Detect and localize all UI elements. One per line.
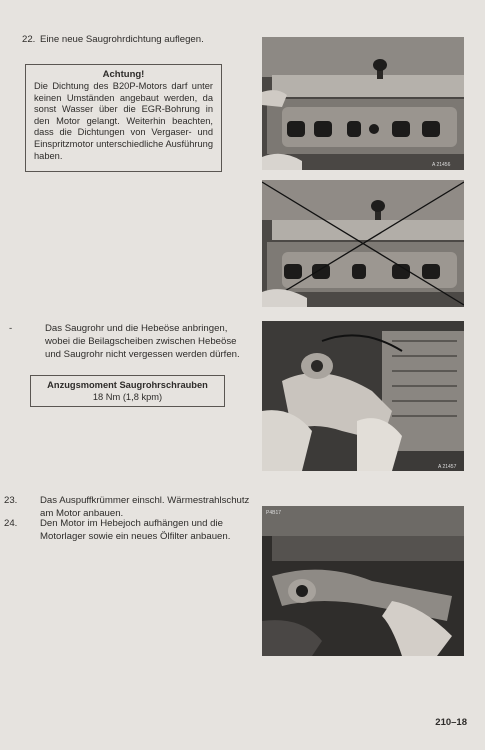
torque-title: Anzugsmoment Saugrohrschrauben xyxy=(47,380,208,390)
warning-title: Achtung! xyxy=(102,69,145,80)
torque-value: 18 Nm (1,8 kpm) xyxy=(92,392,163,402)
photo-saugrohr xyxy=(262,321,464,471)
step-bullet: - xyxy=(9,323,13,334)
photo-label: A 21456 xyxy=(432,162,451,168)
warning-body: Die Dichtung des B20P-Motors darf unter keinen Umständen angebaut werden, da sonst Wasser über die EGR-Bohrung in den Motor gelangt. Weiterhin beachten, dass die Dichtungen von Vergaser- und Einspritzmotor unterschiedliche Ausführung haben. xyxy=(34,81,213,161)
step-text: Das Auspuffkrümmer einschl. Wärmestrahlschutz am Motor anbauen. xyxy=(40,495,250,519)
step-text: Eine neue Saugrohrdichtung auflegen. xyxy=(40,34,204,45)
step-saugrohr xyxy=(9,322,241,361)
torque-box xyxy=(30,375,225,407)
warning-box xyxy=(25,64,222,172)
photo-gasket-wrong xyxy=(262,180,464,307)
photo-label: P4B17 xyxy=(266,510,282,516)
photo-label: A 21457 xyxy=(438,464,457,470)
step-number: 23. xyxy=(4,495,18,506)
photo-gasket-fitted xyxy=(262,37,464,170)
step-text: Das Saugrohr und die Hebeöse anbringen, wobei die Beilagscheiben zwischen Hebeöse und Saugrohr nicht vergessen werden dürfen. xyxy=(45,323,240,360)
step-22 xyxy=(22,33,242,46)
step-text: Den Motor im Hebejoch aufhängen und die Motorlager sowie ein neues Ölfilter anbauen. xyxy=(40,518,231,542)
page-number: 210–18 xyxy=(435,717,467,728)
step-24 xyxy=(4,517,250,543)
photo-auspuffkruemmer xyxy=(262,506,464,656)
step-number: 24. xyxy=(4,518,18,529)
step-number: 22. xyxy=(22,34,36,45)
